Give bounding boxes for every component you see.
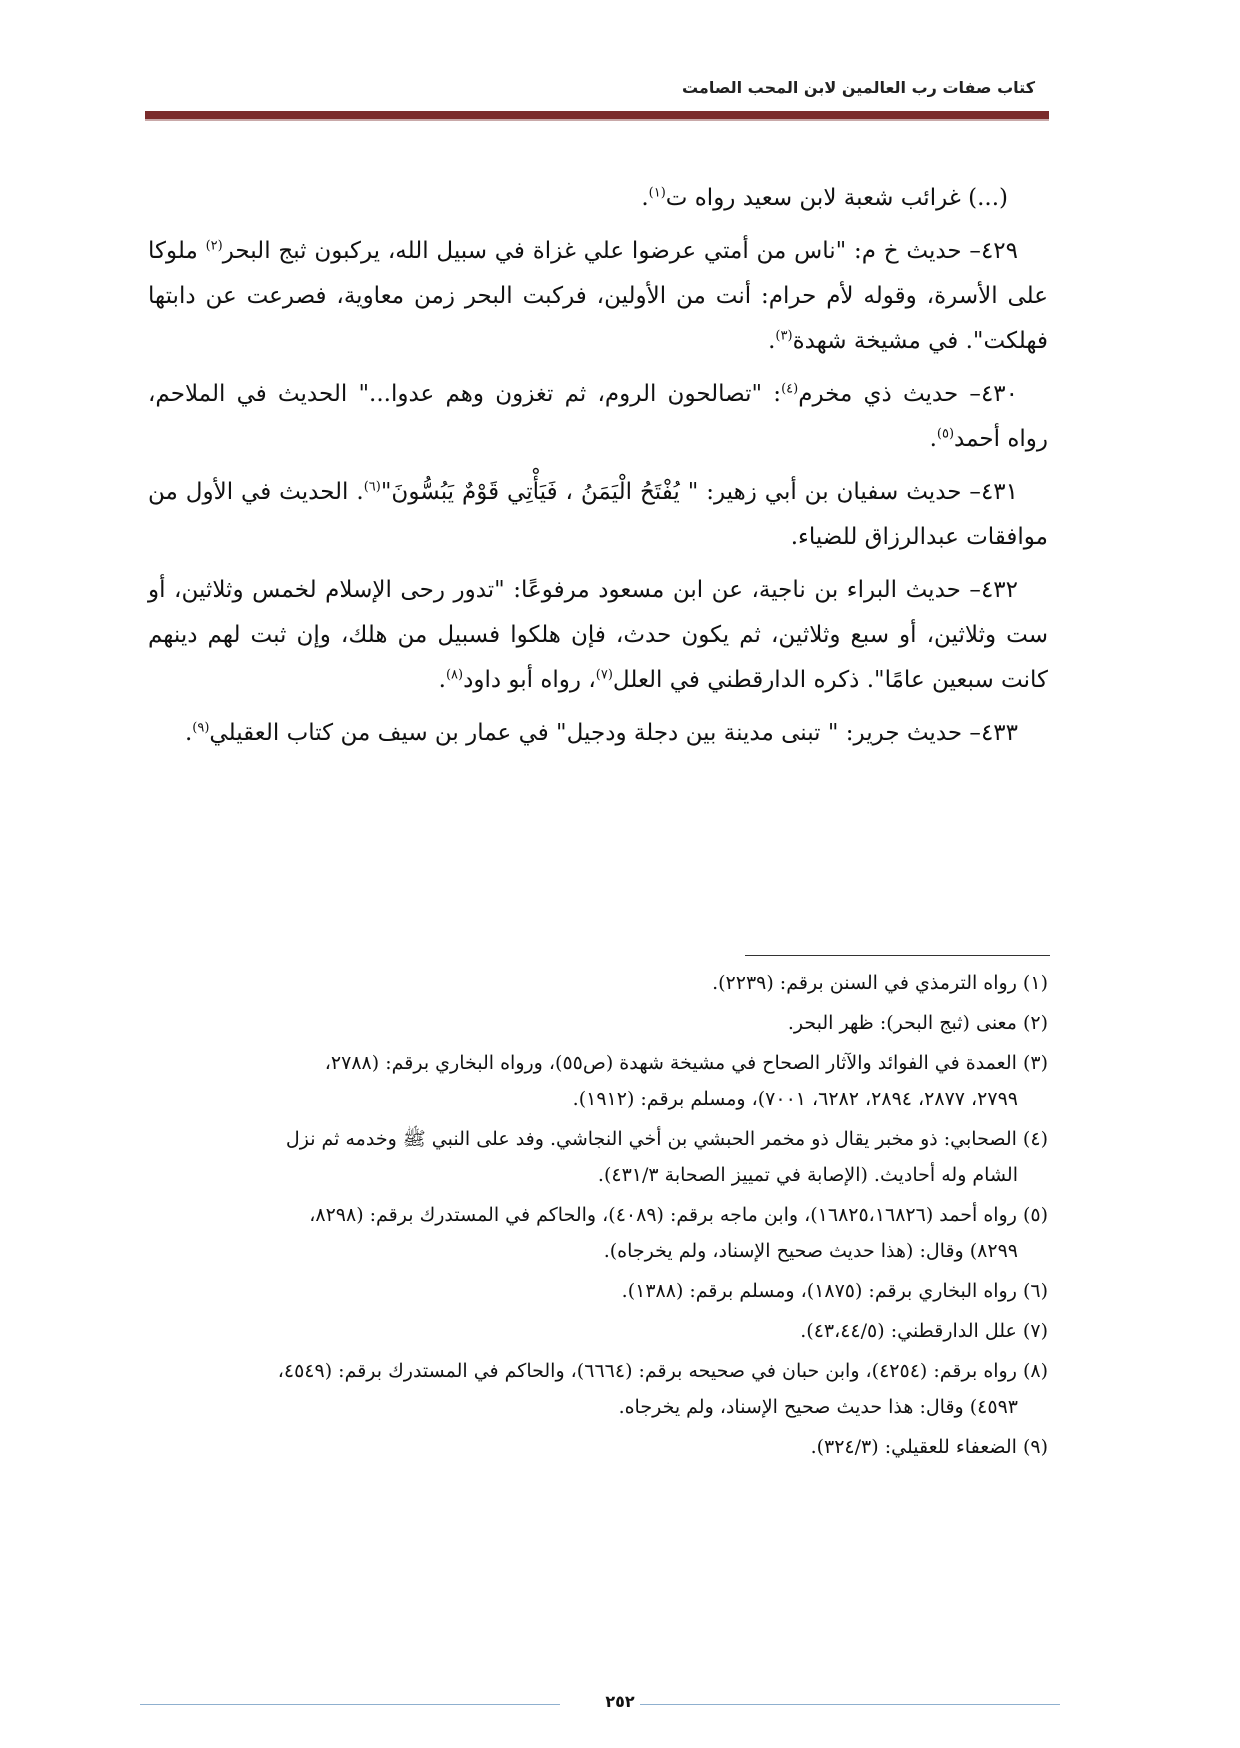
footnote-4	[148, 1121, 1048, 1193]
paragraph-433	[148, 711, 1048, 756]
footnote-text: (٨) رواه برقم: (٤٢٥٤)، وابن حبان في صحيحه برقم: (٦٦٦٤)، والحاكم في المستدرك برقم: (٤٥٤٩،	[277, 1360, 1048, 1382]
footnote-ref[interactable]: (٤)	[781, 381, 799, 397]
paragraph-tail: . الحديث في الأول من موافقات عبدالرزاق للضياء.	[148, 479, 1048, 550]
paragraph-tail: .	[929, 426, 937, 452]
footnote-5	[148, 1197, 1048, 1269]
paragraph-tail: .	[768, 328, 776, 354]
footnote-9	[148, 1429, 1048, 1465]
footnote-ref[interactable]: (٥)	[936, 426, 955, 442]
footnote-1	[148, 965, 1048, 1001]
paragraph-intro	[148, 176, 1048, 221]
paragraph-431	[148, 470, 1048, 560]
paragraph-tail: ملوكا على الأسرة، وقوله لأم حرام: أنت من الأولين، فركبت البحر زمن معاوية، فصرعت عن دابتها فهلكت". في مشيخة شهدة	[148, 238, 1048, 354]
footnote-3	[148, 1045, 1048, 1117]
footnote-text: (٥) رواه أحمد (١٦٨٢٥،١٦٨٢٦)، وابن ماجه برقم: (٤٠٨٩)، والحاكم في المستدرك برقم: (٨٢٩٨،	[309, 1204, 1048, 1226]
paragraph-tail: .	[438, 667, 446, 693]
footnote-text: (٩) الضعفاء للعقيلي: (٣٢٤/٣).	[810, 1436, 1048, 1458]
footnote-continuation: ٤٥٩٣) وقال: هذا حديث صحيح الإسناد، ولم يخرجاه.	[618, 1396, 1018, 1418]
paragraph-text: ٤٢٩– حديث خ م: "ناس من أمتي عرضوا علي غزاة في سبيل الله، يركبون ثبج البحر	[222, 238, 1018, 264]
paragraph-text: (...) غرائب شعبة لابن سعيد رواه ت	[665, 185, 1008, 211]
header-divider	[145, 111, 1049, 121]
footnote-8	[148, 1353, 1048, 1425]
paragraph-429	[148, 229, 1048, 364]
footnote-ref[interactable]: (٧)	[595, 667, 613, 683]
footnote-ref[interactable]: (٢)	[205, 238, 223, 254]
footnote-continuation: الشام وله أحاديث. (الإصابة في تمييز الصحابة ٤٣١/٣).	[597, 1164, 1018, 1186]
paragraph-tail: .	[184, 720, 193, 746]
footnote-7	[148, 1313, 1048, 1349]
footnotes-section	[148, 965, 1048, 1469]
footnote-ref[interactable]: (٨)	[445, 667, 464, 683]
footnote-text: (٣) العمدة في الفوائد والآثار الصحاح في مشيخة شهدة (ص٥٥)، ورواه البخاري برقم: (٢٧٨٨،	[324, 1052, 1048, 1074]
footnote-ref[interactable]: (٦)	[363, 479, 381, 495]
footnote-text: (٢) معنى (ثبج البحر): ظهر البحر.	[787, 1012, 1048, 1034]
paragraph-text: ٤٣٢– حديث البراء بن ناجية، عن ابن مسعود مرفوعًا: "تدور رحى الإسلام لخمس وثلاثين، أو ست وثلاثين، أو سبع وثلاثين، ثم يكون حدث، فإن هلكوا فسبيل من هلك، وإن ثبت لهم دينهم كانت سبعين عامًا". ذكره الدارقطني في العلل	[148, 577, 1048, 693]
footnote-text: (٦) رواه البخاري برقم: (١٨٧٥)، ومسلم برقم: (١٣٨٨).	[621, 1280, 1048, 1302]
footnote-continuation: ٨٢٩٩) وقال: (هذا حديث صحيح الإسناد، ولم يخرجاه).	[603, 1240, 1018, 1262]
footer-line-right	[640, 1704, 1060, 1705]
paragraph-432	[148, 568, 1048, 703]
paragraph-tail: : "تصالحون الروم، ثم تغزون وهم عدوا..." الحديث في الملاحم، رواه أحمد	[148, 381, 1048, 452]
paragraph-430	[148, 372, 1048, 462]
paragraph-tail: ، رواه أبو داود	[463, 667, 596, 693]
running-header-title: كتاب صفات رب العالمين لابن المحب الصامت	[681, 78, 1035, 97]
paragraph-tail: .	[641, 185, 649, 211]
footer-line-left	[140, 1704, 560, 1705]
footnote-text: (٤) الصحابي: ذو مخبر يقال ذو مخمر الحبشي بن أخي النجاشي. وفد على النبي ﷺ وخدمه ثم نزل	[285, 1128, 1048, 1150]
footnote-text: (٧) علل الدارقطني: (٤٣،٤٤/٥).	[800, 1320, 1048, 1342]
footnote-text: (١) رواه الترمذي في السنن برقم: (٢٢٣٩).	[712, 972, 1048, 994]
footnote-continuation: ٢٧٩٩، ٢٨٧٧، ٢٨٩٤، ٦٢٨٢، ٧٠٠١)، ومسلم برقم: (١٩١٢).	[572, 1088, 1018, 1110]
footnote-2	[148, 1005, 1048, 1041]
paragraph-text: ٤٣١– حديث سفيان بن أبي زهير: " يُفْتَحُ الْيَمَنُ ، فَيَأْتِي قَوْمٌ يَبُسُّونَ"	[380, 479, 1018, 505]
main-text	[148, 176, 1048, 764]
footnote-ref[interactable]: (٩)	[192, 720, 210, 736]
footnote-ref[interactable]: (١)	[648, 185, 666, 201]
footnote-separator	[745, 955, 1050, 956]
paragraph-text: ٤٣٣– حديث جرير: " تبنى مدينة بين دجلة ودجيل" في عمار بن سيف من كتاب العقيلي	[209, 720, 1018, 746]
footnote-6	[148, 1273, 1048, 1309]
page-number: ٢٥٢	[605, 1692, 635, 1711]
footnote-ref[interactable]: (٣)	[775, 328, 793, 344]
paragraph-text: ٤٣٠– حديث ذي مخرم	[798, 381, 1018, 407]
